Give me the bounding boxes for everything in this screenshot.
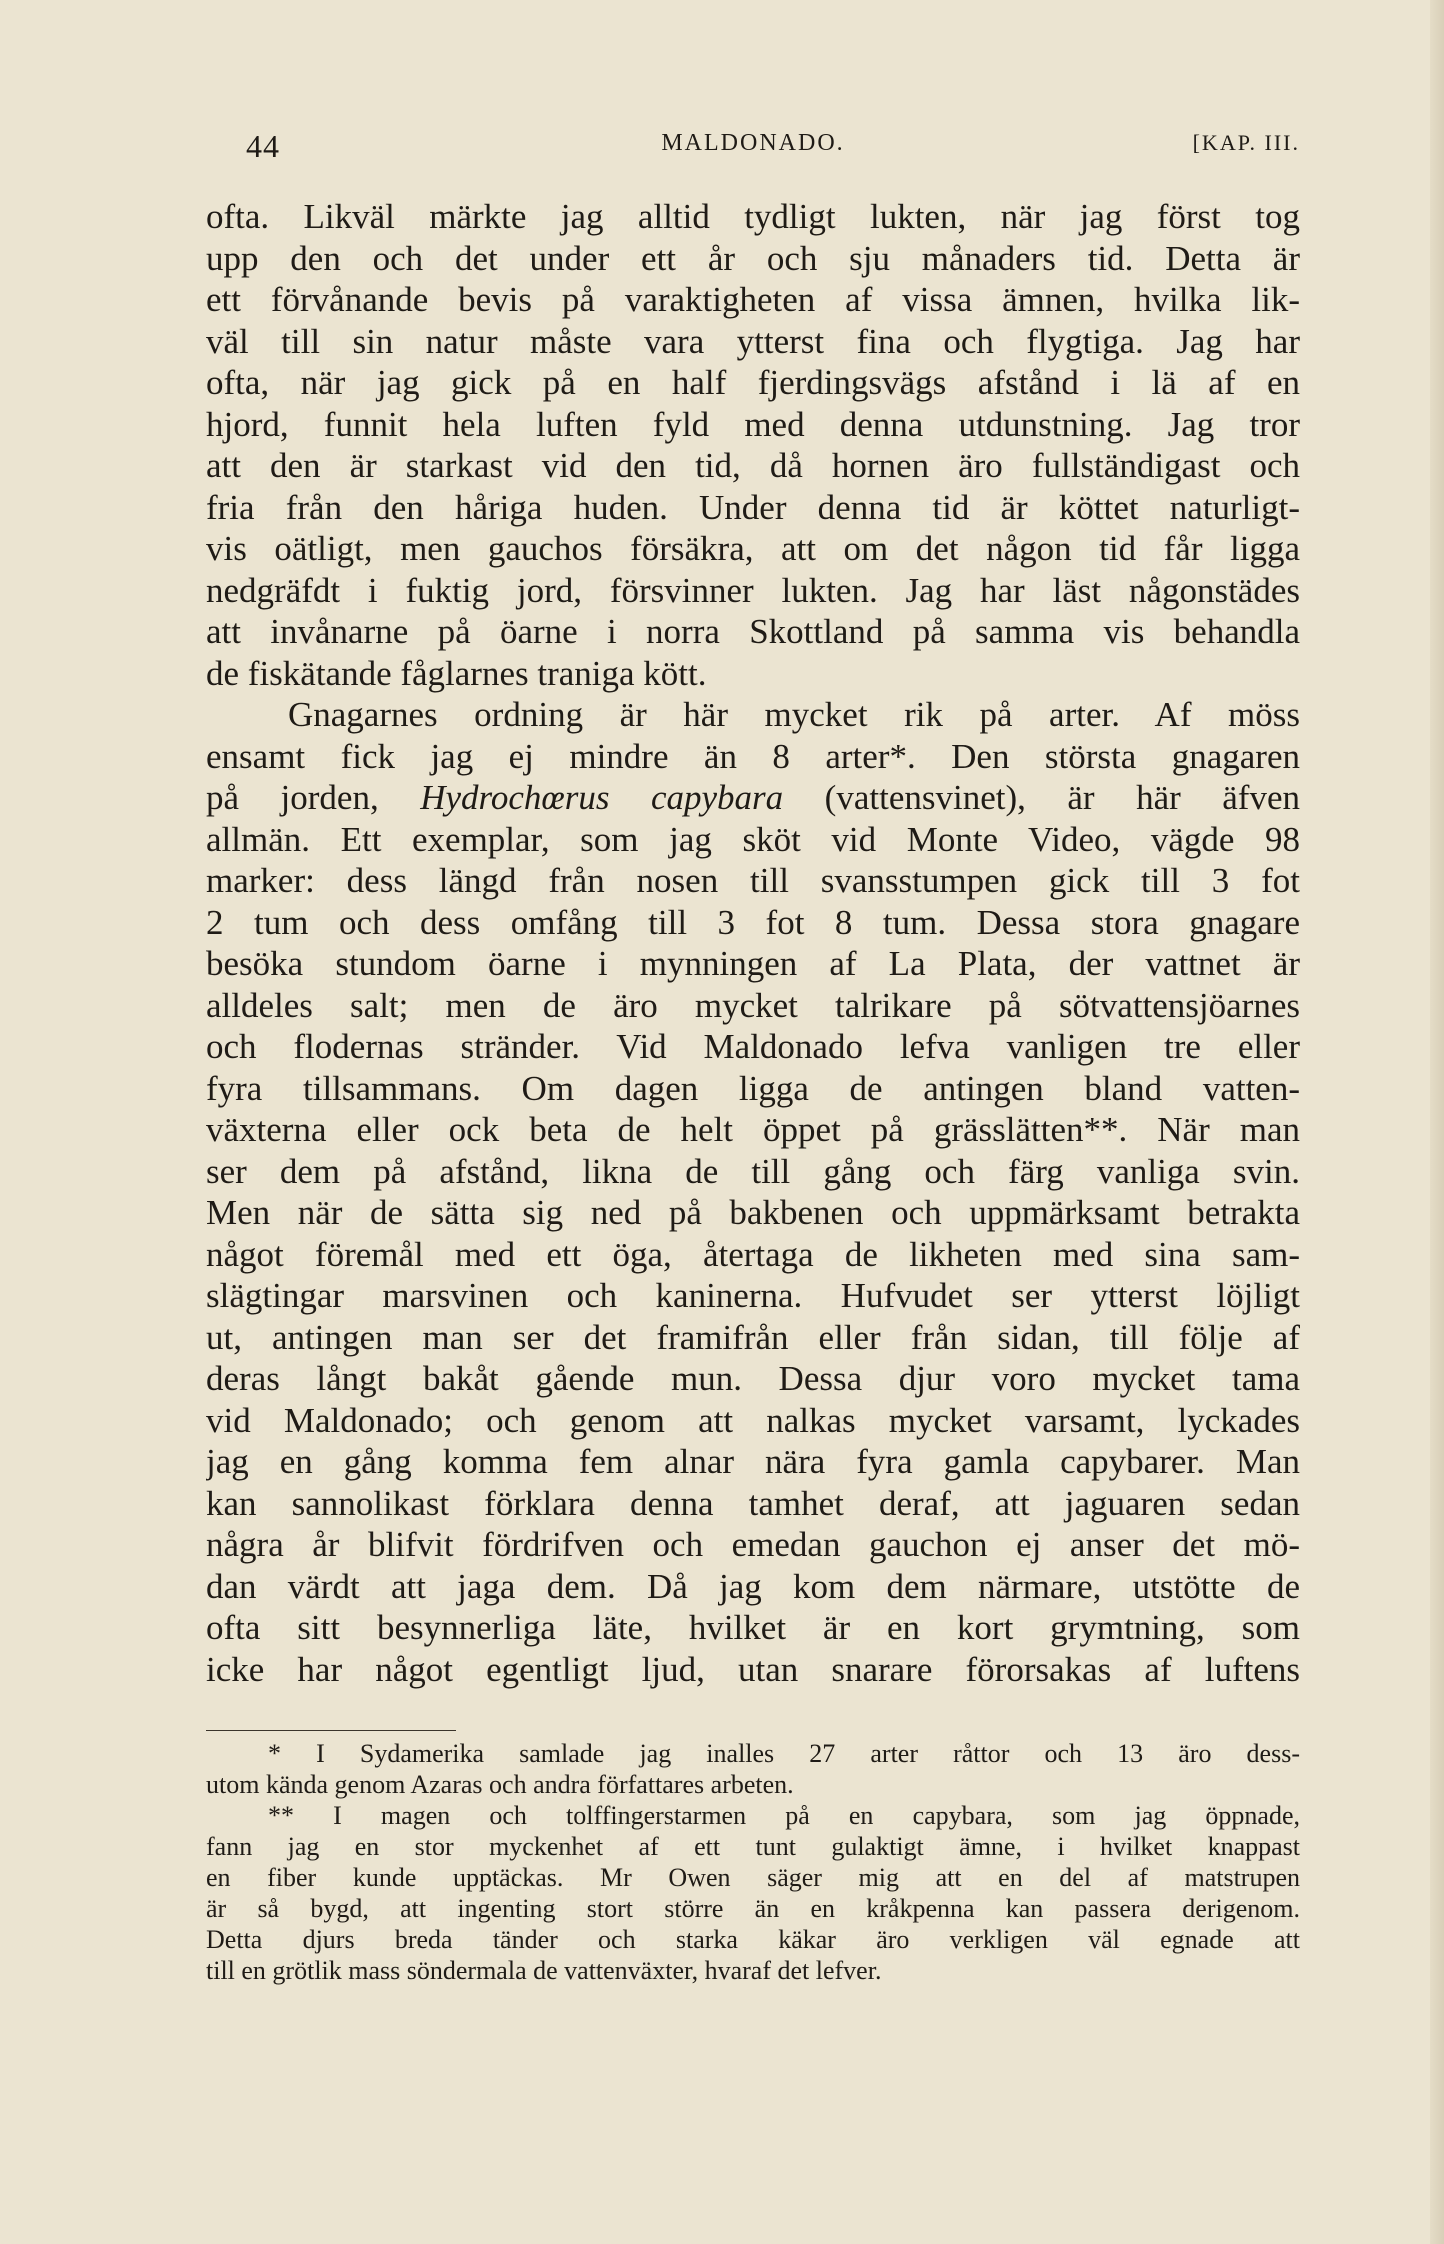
footnote-line: Detta djurs breda tänder och starka käkar äro verkligen väl egnade att <box>206 1925 1300 1954</box>
footnote-line: utom kända genom Azaras och andra författares arbeten. <box>206 1770 794 1799</box>
body-line: fyra tillsammans. Om dagen ligga de antingen bland vatten- <box>206 1068 1300 1108</box>
species-name: Hydrochœrus capybara <box>420 778 784 817</box>
body-line: nedgräfdt i fuktig jord, försvinner lukten. Jag har läst någonstädes <box>206 570 1300 610</box>
running-title: MALDONADO. <box>661 130 845 156</box>
paragraph-start-line: Gnagarnes ordning är här mycket rik på arter. Af möss <box>288 695 1300 734</box>
body-line: något föremål med ett öga, återtaga de likheten med sina sam- <box>206 1234 1300 1274</box>
body-line: ut, antingen man ser det framifrån eller från sidan, till följe af <box>206 1317 1300 1357</box>
body-line: besöka stundom öarne i mynningen af La Plata, der vattnet är <box>206 944 1300 983</box>
body-line: ofta sitt besynnerliga läte, hvilket är en kort grymtning, som <box>206 1608 1300 1647</box>
footnote-line: fann jag en stor myckenhet af ett tunt gulaktigt ämne, i hvilket knappast <box>206 1832 1300 1861</box>
body-line: slägtingar marsvinen och kaninerna. Hufvudet ser ytterst löjligt <box>206 1276 1300 1315</box>
footnote-line: till en grötlik mass söndermala de vattenväxter, hvaraf det lefver. <box>206 1956 882 1985</box>
body-line: allmän. Ett exemplar, som jag sköt vid Monte Video, vägde 98 <box>206 819 1300 859</box>
footnote-line: är så bygd, att ingenting stort större än en kråkpenna kan passera derigenom. <box>206 1894 1300 1923</box>
page-number: 44 <box>246 128 280 164</box>
footnote-line: en fiber kunde upptäckas. Mr Owen säger mig att en del af matstrupen <box>206 1863 1300 1892</box>
body-line: vis oätligt, men gauchos försäkra, att om det någon tid får ligga <box>206 529 1300 568</box>
footnote-divider <box>206 1730 456 1731</box>
body-line: upp den och det under ett år och sju månaders tid. Detta är <box>206 238 1300 278</box>
body-line: deras långt bakåt gående mun. Dessa djur voro mycket tama <box>206 1359 1300 1398</box>
body-line: några år blifvit fördrifven och emedan gauchon ej anser det mö- <box>206 1525 1300 1564</box>
body-line: icke har något egentligt ljud, utan snarare förorsakas af luftens <box>206 1649 1300 1689</box>
body-line: att den är starkast vid den tid, då hornen äro fullständigast och <box>206 446 1300 485</box>
body-line: ett förvånande bevis på varaktigheten af vissa ämnen, hvilka lik- <box>206 280 1300 319</box>
footnote-line: ** I magen och tolffingerstarmen på en capybara, som jag öppnade, <box>268 1801 1300 1830</box>
page-edge <box>1430 0 1444 2244</box>
body-line: 2 tum och dess omfång till 3 fot 8 tum. Dessa stora gnagare <box>206 902 1300 942</box>
footnotes <box>206 1738 1300 1986</box>
body-line: hjord, funnit hela luften fyld med denna utdunstning. Jag tror <box>206 404 1300 444</box>
body-line-end: (vattensvinet), är här äfven <box>783 778 1300 817</box>
body-line: ofta. Likväl märkte jag alltid tydligt lukten, när jag först tog <box>206 197 1300 236</box>
body-line-start: på jorden, <box>206 778 421 817</box>
footnote-line: * I Sydamerika samlade jag inalles 27 arter råttor och 13 äro dess- <box>268 1739 1300 1768</box>
body-line: väl till sin natur måste vara ytterst fina och flygtiga. Jag har <box>206 321 1300 361</box>
body-line: ensamt fick jag ej mindre än 8 arter*. Den största gnagaren <box>206 736 1300 776</box>
body-line: växterna eller ock beta de helt öppet på grässlätten**. När man <box>206 1110 1300 1149</box>
body-line: jag en gång komma fem alnar nära fyra gamla capybarer. Man <box>206 1442 1300 1481</box>
body-line: att invånarne på öarne i norra Skottland på samma vis behandla <box>206 612 1300 651</box>
body-line: ofta, när jag gick på en half fjerdingsvägs afstånd i lä af en <box>206 363 1300 402</box>
chapter-marker: [KAP. III. <box>1192 130 1300 155</box>
body-line: och flodernas stränder. Vid Maldonado lefva vanligen tre eller <box>206 1027 1300 1066</box>
body-line: fria från den håriga huden. Under denna tid är köttet naturligt- <box>206 487 1300 527</box>
body-line: Men när de sätta sig ned på bakbenen och uppmärksamt betrakta <box>206 1193 1300 1232</box>
body-text <box>206 196 1300 1690</box>
page-header <box>206 128 1300 172</box>
body-line: vid Maldonado; och genom att nalkas mycket varsamt, lyckades <box>206 1400 1300 1440</box>
body-line: kan sannolikast förklara denna tamhet deraf, att jaguaren sedan <box>206 1483 1300 1523</box>
body-line: dan värdt att jaga dem. Då jag kom dem närmare, utstötte de <box>206 1566 1300 1606</box>
body-line: marker: dess längd från nosen till svansstumpen gick till 3 fot <box>206 861 1300 900</box>
body-line: de fiskätande fåglarnes traniga kött. <box>206 653 707 693</box>
body-line: ser dem på afstånd, likna de till gång och färg vanliga svin. <box>206 1151 1300 1191</box>
body-line: alldeles salt; men de äro mycket talrikare på sötvattensjöarnes <box>206 985 1300 1025</box>
body-line-with-italic <box>206 777 1300 819</box>
